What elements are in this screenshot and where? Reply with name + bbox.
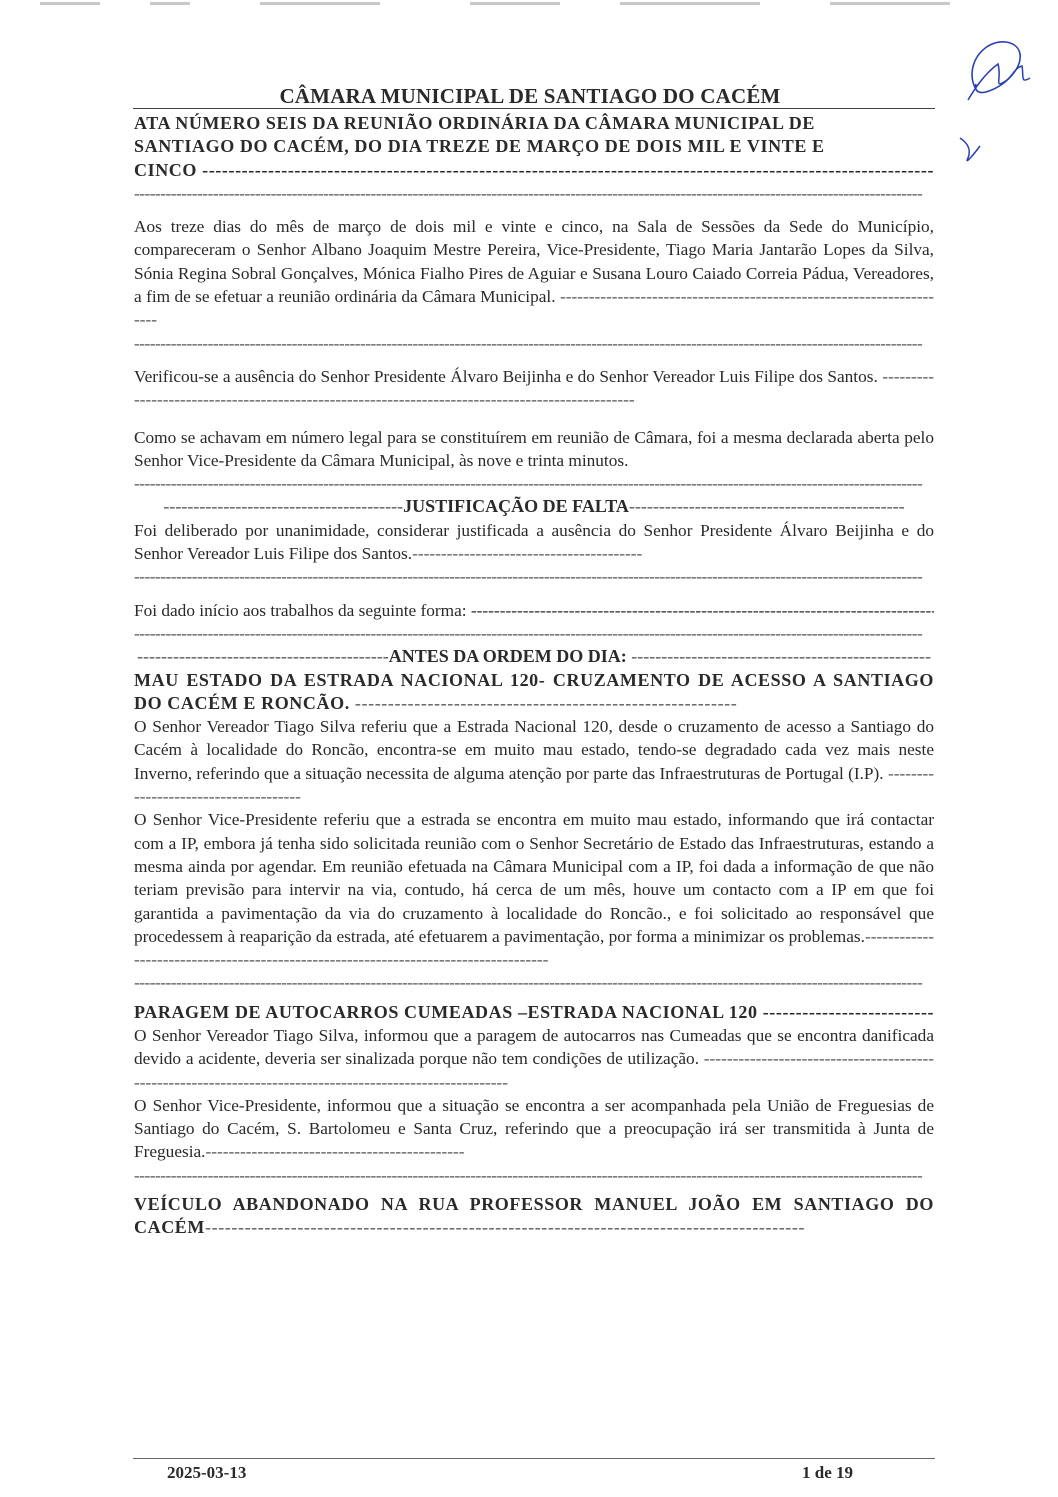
heading-veiculo-abandonado: VEÍCULO ABANDONADO NA RUA PROFESSOR MANUEL JOÃO EM SANTIAGO DO CACÉM------------------------------------------------------------------------------------------- (134, 1194, 934, 1238)
footer-rule (133, 1458, 935, 1459)
paragraph-vereador-paragem: O Senhor Vereador Tiago Silva, informou que a paragem de autocarros nas Cumeadas que se encontra danificada devido a acidente, deveria ser sinalizada porque não tem condições de utilização. --------------------------------------------------------------------------------------------------------- (134, 1025, 934, 1092)
paragraph-opening (134, 426, 934, 473)
minutes-title-line-3: CINCO ----- (134, 160, 934, 180)
paragraph-vice-presidente-paragem: O Senhor Vice-Presidente, informou que a situação se encontra a ser acompanhada pela União de Freguesias de Santiago do Cacém, S. Bartolomeu e Santa Cruz, referindo que a preocupação irá ser transmitida à Junta de Freguesia.--------------------------------------------- (134, 1095, 934, 1162)
dash-separator (134, 472, 934, 495)
page-header-title: CÂMARA MUNICIPAL DE SANTIAGO DO CACÉM (279, 84, 781, 108)
handwritten-initials-signature (940, 30, 1040, 180)
scan-edge-marks (0, 0, 1058, 8)
heading-paragem-autocarros: PARAGEM DE AUTOCARROS CUMEADAS –ESTRADA NACIONAL 120 ----- (134, 1002, 934, 1022)
section-justificacao: JUSTIFICAÇÃO DE FALTA (403, 496, 629, 517)
document-body (134, 112, 934, 1240)
dash-separator (134, 1164, 934, 1187)
header-rule (133, 108, 935, 109)
paragraph-inicio-row (134, 599, 934, 622)
section-justificacao-row: ----------------------------------------JUSTIFICAÇÃO DE FALTA---------------------------------------------- (163, 496, 905, 517)
heading-estrada-nacional: MAU ESTADO DA ESTRADA NACIONAL 120- CRUZAMENTO DE ACESSO A SANTIAGO DO CACÉM E RONCÃO. ---------------------------------------------------------- (134, 669, 934, 713)
section-antes-ordem-do-dia: ANTES DA ORDEM DO DIA: (388, 646, 627, 667)
paragraph-opening-text: Como se achavam em número legal para se constituírem em reunião de Câmara, foi a mesma declarada aberta pelo Senhor Vice-Presidente da Câmara Municipal, às nove e trinta minutos. (134, 427, 934, 470)
dash-separator (134, 971, 934, 994)
minutes-title-line-3-row (134, 159, 934, 182)
paragraph-justificacao-text: Foi deliberado por unanimidade, considerar justificada a ausência do Senhor Presidente Álvaro Beijinha e do Senhor Vereador Luis Filipe dos Santos. (134, 520, 934, 564)
paragraph-inicio: Foi dado início aos trabalhos da seguinte forma: ----- (134, 601, 934, 620)
dash-separator (134, 332, 934, 355)
heading-estrada-nacional-text: MAU ESTADO DA ESTRADA NACIONAL 120- CRUZAMENTO DE ACESSO A SANTIAGO DO CACÉM E RONCÃO. (134, 669, 934, 713)
paragraph-vereador-estrada-text: O Senhor Vereador Tiago Silva referiu que a Estrada Nacional 120, desde o cruzamento de acesso a Santiago do Cacém à localidade do Roncão, encontra-se em muito mau estado, tendo-se degradado cada vez mais neste Inverno, referindo que a situação necessita de alguma atenção por parte das Infraestruturas de Portugal (I.P). (134, 717, 934, 783)
dash-separator (134, 182, 934, 205)
footer-page-number: 1 de 19 (802, 1463, 853, 1482)
paragraph-attendance: Aos treze dias do mês de março de dois mil e vinte e cinco, na Sala de Sessões da Sede do Município, compareceram o Senhor Albano Joaquim Mestre Pereira, Vice-Presidente, Tiago Maria Jantarão Lopes da Silva, Sónia Regina Sobral Gonçalves, Mónica Fialho Pires de Aguiar e Susana Louro Caiado Correia Pádua, Vereadores, a fim de se efetuar a reunião ordinária da Câmara Municipal. --------------------------------------------------------------------- (134, 217, 934, 330)
paragraph-attendance-text: Aos treze dias do mês de março de dois mil e vinte e cinco, na Sala de Sessões da Sede do Município, compareceram o Senhor Albano Joaquim Mestre Pereira, Vice-Presidente, Tiago Maria Jantarão Lopes da Silva, Sónia Regina Sobral Gonçalves, Mónica Fialho Pires de Aguiar e Susana Louro Caiado Correia Pádua, Vereadores, a fim de se efetuar a reunião ordinária da Câmara Municipal. (134, 217, 934, 307)
heading-paragem-row (134, 1001, 934, 1024)
paragraph-vereador-estrada: O Senhor Vereador Tiago Silva referiu que a Estrada Nacional 120, desde o cruzamento de acesso a Santiago do Cacém à localidade do Roncão, encontra-se em muito mau estado, tendo-se degradado cada vez mais neste Inverno, referindo que a situação necessita de alguma atenção por parte das Infraestruturas de Portugal (I.P). ------------------------------------- (134, 717, 934, 807)
paragraph-vice-presidente-estrada-text: O Senhor Vice-Presidente referiu que a estrada se encontra em muito mau estado, informando que irá contactar com a IP, embora já tenha sido solicitada reunião com o Senhor Secretário de Estado das Infraestruturas, estando a mesma ainda por agendar. Em reunião efetuada na Câmara Municipal com a IP, foi dada a informação de que não teriam previsão para intervir na via, contudo, há cerca de um mês, houve um contacto com a IP em que foi garantida a pavimentação da via do cruzamento à localidade do Roncão., e foi solicitado ao responsável que procedessem à reaparição da estrada, até efetuarem a pavimentação, por forma a minimizar os problemas. (134, 810, 934, 946)
dash-separator (134, 622, 934, 645)
heading-veiculo-abandonado-text: VEÍCULO ABANDONADO NA RUA PROFESSOR MANUEL JOÃO EM SANTIAGO DO CACÉM (134, 1194, 934, 1238)
paragraph-justificacao: Foi deliberado por unanimidade, considerar justificada a ausência do Senhor Presidente Álvaro Beijinha e do Senhor Vereador Luis Filipe dos Santos.---------------------------------------- (134, 520, 934, 564)
section-antes-row: ------------------------------------------ANTES DA ORDEM DO DIA: -------------------------------------------------- (136, 646, 931, 667)
minutes-title (134, 112, 934, 159)
paragraph-vereador-paragem-text: O Senhor Vereador Tiago Silva, informou que a paragem de autocarros nas Cumeadas que se encontra danificada devido a acidente, deveria ser sinalizada porque não tem condições de utilização. (134, 1025, 934, 1069)
minutes-title-line-2: SANTIAGO DO CACÉM, DO DIA TREZE DE MARÇO DE DOIS MIL E VINTE E (134, 136, 825, 157)
minutes-title-line-1: ATA NÚMERO SEIS DA REUNIÃO ORDINÁRIA DA CÂMARA MUNICIPAL DE (134, 113, 815, 133)
footer-date: 2025-03-13 (167, 1463, 247, 1482)
dash-separator (134, 565, 934, 588)
paragraph-absence: Verificou-se a ausência do Senhor Presidente Álvaro Beijinha e do Senhor Vereador Luis Filipe dos Santos. ------------------------------------------------------------------------------------------------ (134, 366, 934, 410)
paragraph-vice-presidente-paragem-text: O Senhor Vice-Presidente, informou que a situação se encontra a ser acompanhada pela União de Freguesias de Santiago do Cacém, S. Bartolomeu e Santa Cruz, referindo que a preocupação irá ser transmitida à Junta de Freguesia. (134, 1095, 934, 1162)
paragraph-vice-presidente-estrada: O Senhor Vice-Presidente referiu que a estrada se encontra em muito mau estado, informando que irá contactar com a IP, embora já tenha sido solicitada reunião com o Senhor Secretário de Estado das Infraestruturas, estando a mesma ainda por agendar. Em reunião efetuada na Câmara Municipal com a IP, foi dada a informação de que não teriam previsão para intervir na via, contudo, há cerca de um mês, houve um contacto com a IP em que foi garantida a pavimentação da via do cruzamento à localidade do Roncão., e foi solicitado ao responsável que procedessem à reaparição da estrada, até efetuarem a pavimentação, por forma a minimizar os problemas.------------------------------------------------------------------------------------ (134, 810, 934, 970)
paragraph-absence-text: Verificou-se a ausência do Senhor Presidente Álvaro Beijinha e do Senhor Vereador Luis Filipe dos Santos. (134, 366, 878, 386)
